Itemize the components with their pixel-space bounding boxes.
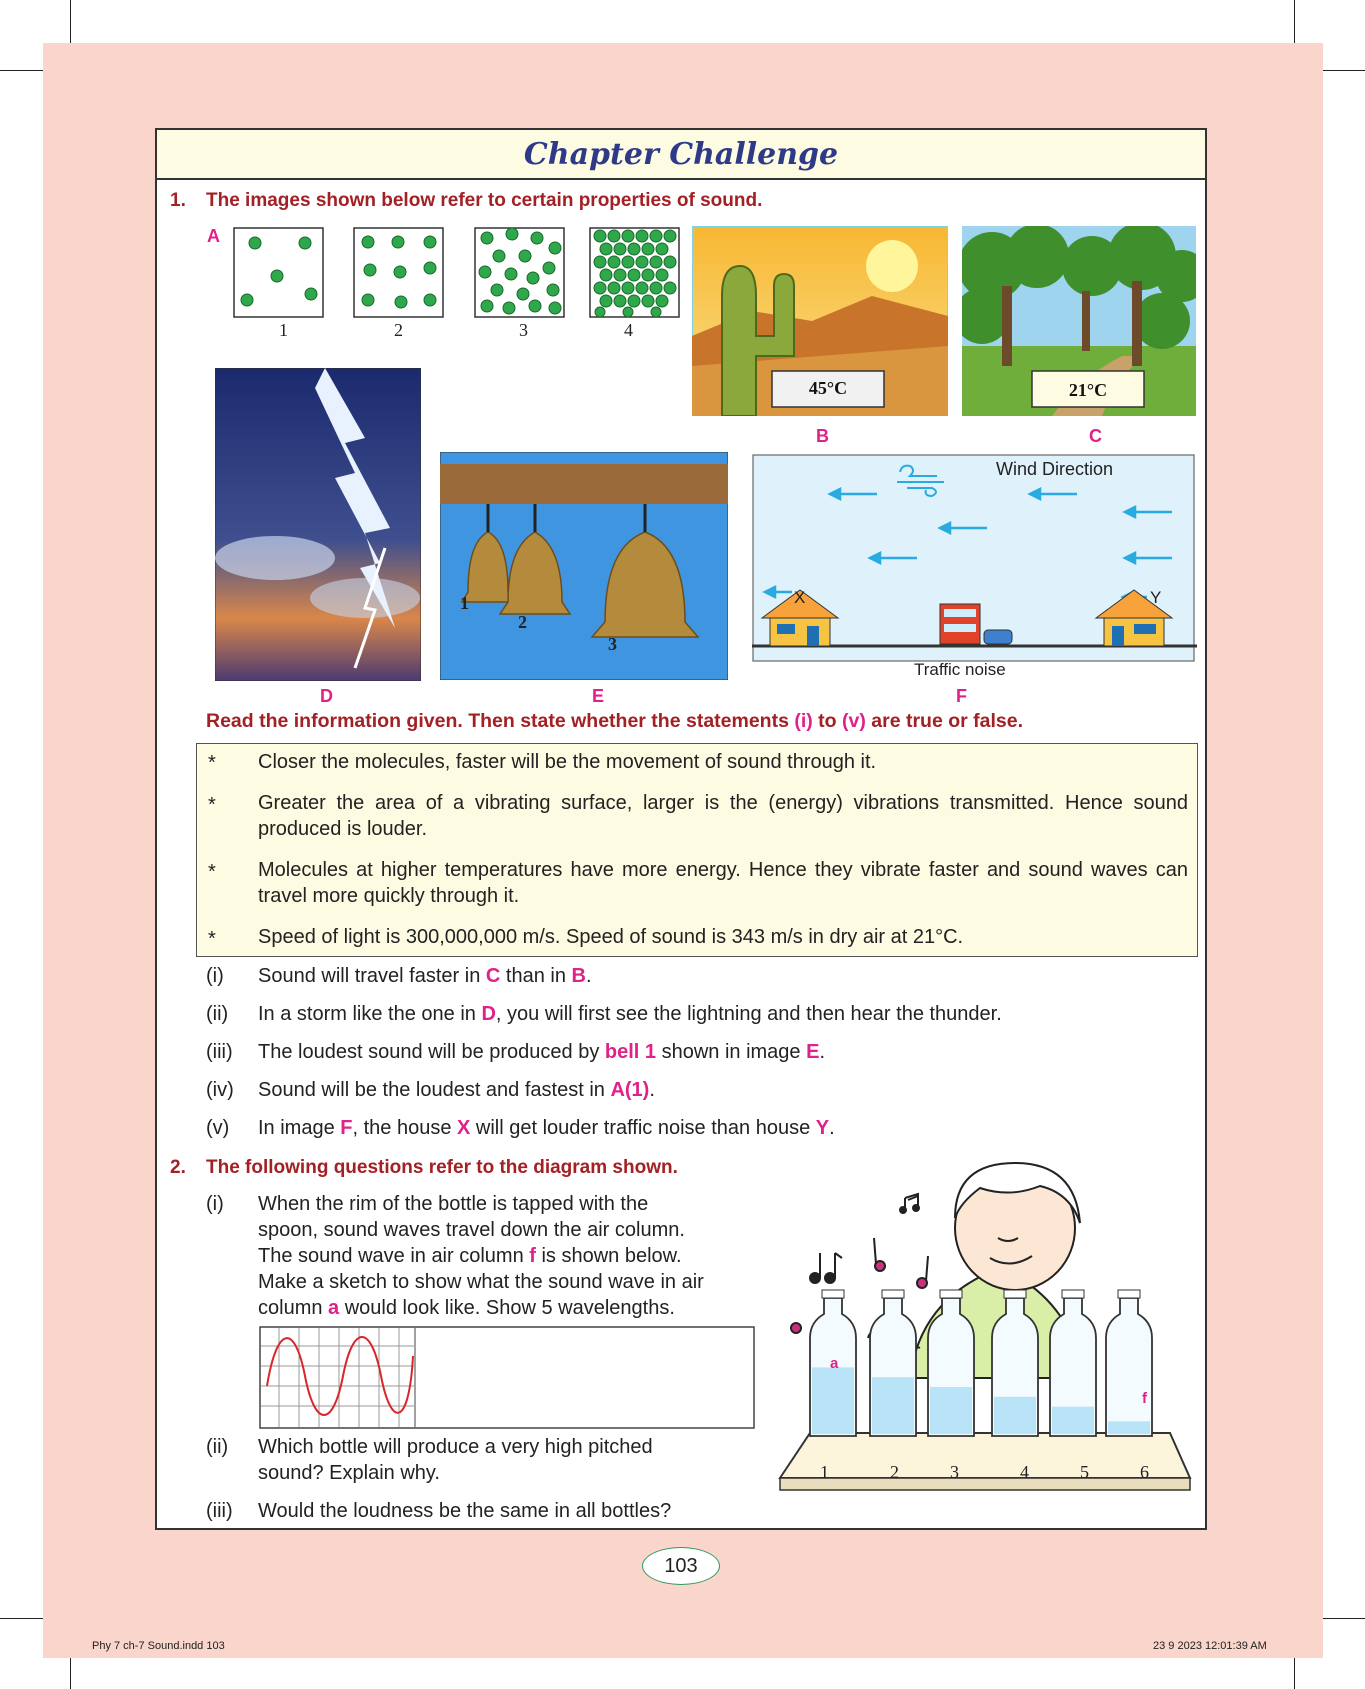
label-b: B — [816, 426, 829, 446]
traffic-noise-label: Traffic noise — [914, 660, 1006, 679]
lightning-storm-image — [215, 368, 421, 681]
label-d: D — [320, 686, 333, 706]
bottle-number: 6 — [1140, 1462, 1149, 1482]
molecule-box-2 — [354, 228, 443, 317]
molecule-box-number: 2 — [394, 320, 403, 340]
info-bullet: Speed of light is 300,000,000 m/s. Speed of sound is 343 m/s in dry air at 21°C. — [258, 926, 964, 948]
q2-ii-line: sound? Explain why. — [258, 1462, 440, 1484]
statement-ii: In a storm like the one in D, you will first see the lightning and then hear the thunder. — [258, 1003, 1002, 1025]
bottle-cap — [1004, 1290, 1026, 1298]
statement-iv: Sound will be the loudest and fastest in A(1). — [258, 1079, 655, 1101]
temp-b-label: 45°C — [808, 378, 848, 398]
label-e: E — [592, 686, 605, 706]
q2-i-line: The sound wave in air column f is shown below. — [258, 1245, 682, 1267]
wave-sketch-box[interactable] — [259, 1326, 756, 1430]
bus-icon — [940, 604, 980, 644]
q2-iii-text: Would the loudness be the same in all bottles? — [258, 1500, 672, 1522]
molecule-box-number: 3 — [519, 320, 528, 340]
label-a: A — [207, 226, 220, 246]
house-x-label: X — [794, 588, 806, 607]
bottle-cap — [1118, 1290, 1140, 1298]
bottle-number: 3 — [950, 1462, 959, 1482]
bullet-symbol: * — [208, 861, 216, 883]
car-icon — [984, 630, 1012, 644]
statement-iii: The loudest sound will be produced by bell 1 shown in image E. — [258, 1041, 826, 1063]
music-notes-icon — [791, 1194, 928, 1333]
bottle-number: 2 — [890, 1462, 899, 1482]
slug-left: Phy 7 ch-7 Sound.indd 103 — [92, 1640, 225, 1652]
bottle-cap — [822, 1290, 844, 1298]
bells-image — [440, 452, 728, 680]
label-c: C — [1089, 426, 1102, 446]
info-bullet: Greater the area of a vibrating surface, larger is the (energy) vibrations transmitted. Hence sound produced is louder. — [258, 792, 1188, 840]
bottle-water — [1052, 1407, 1094, 1434]
q1-instruction: Read the information given. Then state whether the statements (i) to (v) are true or false. — [206, 710, 1024, 732]
q1-question: The images shown below refer to certain properties of sound. — [206, 190, 763, 211]
q2-ii-line: Which bottle will produce a very high pitched — [258, 1436, 653, 1458]
bottle-water — [1108, 1421, 1150, 1434]
molecule-density-boxes — [230, 226, 690, 346]
bottles-illustration — [770, 1148, 1200, 1510]
statement-number: (iv) — [206, 1079, 234, 1101]
sun-icon — [866, 240, 918, 292]
statement-number: (i) — [206, 965, 224, 987]
q2-question: The following questions refer to the diagram shown. — [206, 1157, 678, 1178]
statement-number: (iii) — [206, 1041, 233, 1063]
molecule-box-number: 4 — [624, 320, 633, 340]
molecule-box-3 — [475, 228, 564, 317]
q2-i-line: column a would look like. Show 5 wavelengths. — [258, 1297, 675, 1319]
info-bullet: Molecules at higher temperatures have more energy. Hence they vibrate faster and sound waves can travel more quickly through it. — [258, 859, 1188, 907]
bottle-cap — [882, 1290, 904, 1298]
bottle-cap — [1062, 1290, 1084, 1298]
statement-i: Sound will travel faster in C than in B. — [258, 965, 592, 987]
bottle-water — [872, 1377, 914, 1434]
statement-number: (ii) — [206, 1003, 229, 1025]
temp-c-label: 21°C — [1068, 380, 1108, 400]
bottle-water — [994, 1397, 1036, 1434]
bottle-2 — [870, 1290, 916, 1436]
info-bullet: Closer the molecules, faster will be the movement of sound through it. — [258, 751, 877, 773]
molecule-box-4 — [590, 228, 679, 317]
bottle-water — [812, 1367, 854, 1434]
title-bar — [157, 130, 1205, 180]
bottle-cap — [940, 1290, 962, 1298]
q2-iii-number: (iii) — [206, 1500, 233, 1522]
bullet-symbol: * — [208, 794, 216, 816]
traffic-noise-diagram — [752, 454, 1197, 666]
label-f: F — [956, 686, 967, 706]
air-column-f-label: f — [1142, 1390, 1147, 1407]
page-number: 103 — [642, 1547, 720, 1585]
bottle-6 — [1106, 1290, 1152, 1436]
air-column-a-label: a — [830, 1355, 839, 1372]
q2-i-line: When the rim of the bottle is tapped with the — [258, 1193, 649, 1215]
statement-number: (v) — [206, 1117, 230, 1139]
page-title: Chapter Challenge — [523, 136, 839, 172]
bell-number: 2 — [518, 612, 527, 632]
q2-i-number: (i) — [206, 1193, 224, 1215]
bell-number: 3 — [608, 634, 617, 654]
q2-number: 2. — [170, 1157, 186, 1178]
slug-right: 23 9 2023 12:01:39 AM — [1153, 1640, 1267, 1652]
house-y-label: Y — [1150, 588, 1162, 607]
bottle-number: 1 — [820, 1462, 829, 1482]
molecule-box-1 — [234, 228, 323, 317]
q2-i-line: spoon, sound waves travel down the air column. — [258, 1219, 685, 1241]
q2-ii-number: (ii) — [206, 1436, 229, 1458]
bottle-number: 5 — [1080, 1462, 1089, 1482]
statement-v: In image F, the house X will get louder traffic noise than house Y. — [258, 1117, 835, 1139]
bottle-number: 4 — [1020, 1462, 1029, 1482]
q1-number: 1. — [170, 190, 186, 211]
bell-number: 1 — [460, 593, 469, 613]
bottle-water — [930, 1387, 972, 1434]
molecule-box-number: 1 — [279, 320, 288, 340]
wind-direction-label: Wind Direction — [996, 459, 1114, 479]
q2-i-line: Make a sketch to show what the sound wave in air — [258, 1271, 704, 1293]
bullet-symbol: * — [208, 928, 216, 950]
bullet-symbol: * — [208, 752, 216, 774]
